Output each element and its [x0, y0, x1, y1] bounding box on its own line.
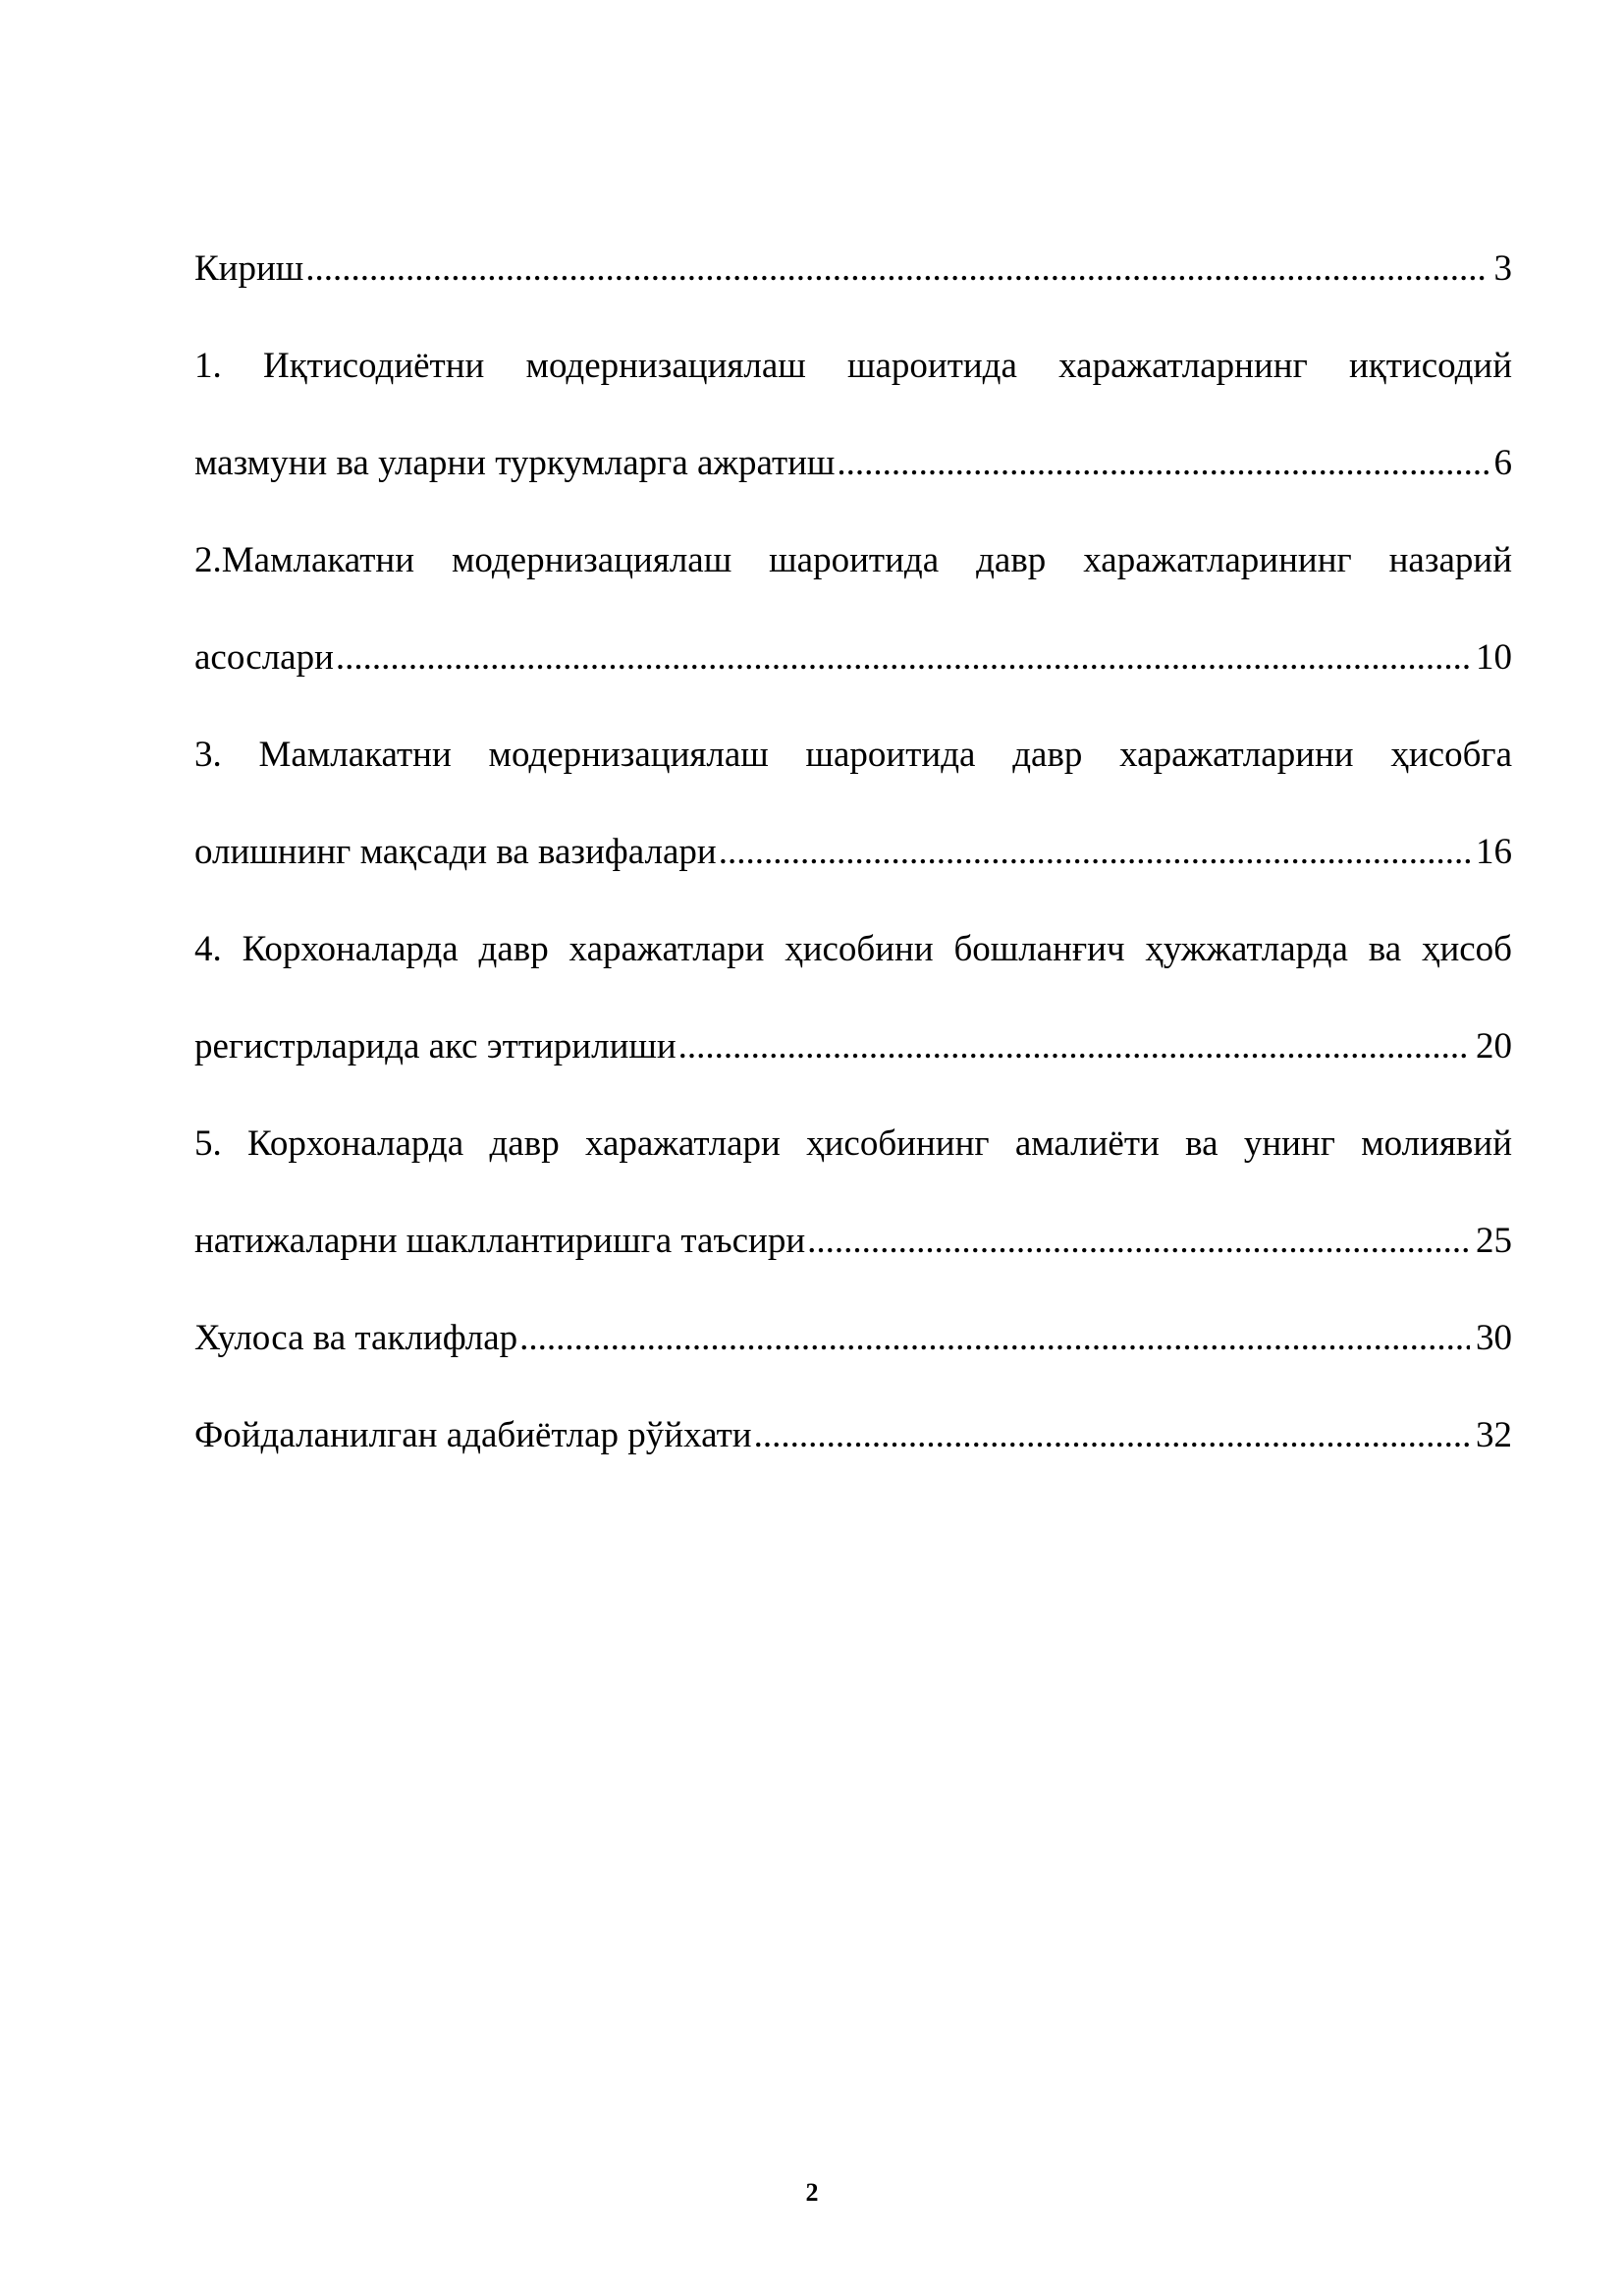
toc-entry-line — [194, 834, 1512, 870]
toc-leader-dots — [336, 639, 1470, 676]
toc-entry-chapter-1 — [194, 348, 1512, 481]
toc-leader-dots — [678, 1028, 1470, 1065]
toc-entry-introduction — [194, 250, 1512, 287]
toc-entry-page: 3 — [1493, 248, 1512, 289]
toc-entry-page: 20 — [1476, 1026, 1512, 1066]
page-number: 2 — [805, 2178, 819, 2207]
toc-entry-title: Хулоса ва таклифлар — [194, 1318, 518, 1358]
toc-entry-page: 30 — [1476, 1318, 1512, 1358]
toc-leader-dots — [719, 834, 1470, 870]
toc-entry-line — [194, 1028, 1512, 1065]
toc-entry-title-line2: натижаларни шакллантиришга таъсири — [194, 1221, 806, 1261]
toc-entry-title-line1: 3. Мамлакатни модернизациялаш шароитида давр харажатларини ҳисобга — [194, 735, 1512, 775]
toc-entry-line — [194, 1223, 1512, 1259]
toc-entry-chapter-5 — [194, 1125, 1512, 1259]
toc-entry-chapter-2 — [194, 542, 1512, 676]
toc-entry-line — [194, 445, 1512, 481]
toc-leader-dots — [837, 445, 1488, 481]
toc-entry-page: 10 — [1476, 637, 1512, 678]
toc-entry-title-line2: олишнинг мақсади ва вазифалари — [194, 832, 717, 872]
table-of-contents — [194, 250, 1512, 1514]
toc-entry-line — [194, 1417, 1512, 1453]
toc-leader-dots — [754, 1417, 1470, 1453]
toc-entry-title-line1: 2.Мамлакатни модернизациялаш шароитида давр харажатларининг назарий — [194, 540, 1512, 580]
toc-entry-title-line2: асослари — [194, 637, 334, 678]
toc-leader-dots — [305, 250, 1488, 287]
toc-entry-chapter-4 — [194, 931, 1512, 1065]
toc-entry-line — [194, 250, 1512, 287]
toc-entry-title-line1: 5. Корхоналарда давр харажатлари ҳисобининг амалиёти ва унинг молиявий — [194, 1123, 1512, 1164]
toc-leader-dots — [807, 1223, 1470, 1259]
toc-leader-dots — [519, 1320, 1470, 1356]
toc-entry-line — [194, 639, 1512, 676]
toc-entry-title-line2: мазмуни ва уларни туркумларга ажратиш — [194, 443, 836, 483]
toc-entry-title-line1: 1. Иқтисодиётни модернизациялаш шароитида харажатларнинг иқтисодий — [194, 346, 1512, 386]
toc-entry-chapter-3 — [194, 737, 1512, 870]
toc-entry-page: 32 — [1476, 1415, 1512, 1455]
toc-entry-references — [194, 1417, 1512, 1453]
toc-entry-title-line1: 4. Корхоналарда давр харажатлари ҳисобини бошланғич ҳужжатларда ва ҳисоб — [194, 929, 1512, 969]
toc-entry-title: Кириш — [194, 248, 304, 289]
toc-entry-page: 25 — [1476, 1221, 1512, 1261]
toc-entry-title-line2: регистрларида акс эттирилиши — [194, 1026, 677, 1066]
toc-entry-page: 6 — [1493, 443, 1512, 483]
toc-entry-line — [194, 1320, 1512, 1356]
toc-entry-page: 16 — [1476, 832, 1512, 872]
toc-entry-conclusion — [194, 1320, 1512, 1356]
toc-entry-title: Фойдаланилган адабиётлар рўйхати — [194, 1415, 752, 1455]
